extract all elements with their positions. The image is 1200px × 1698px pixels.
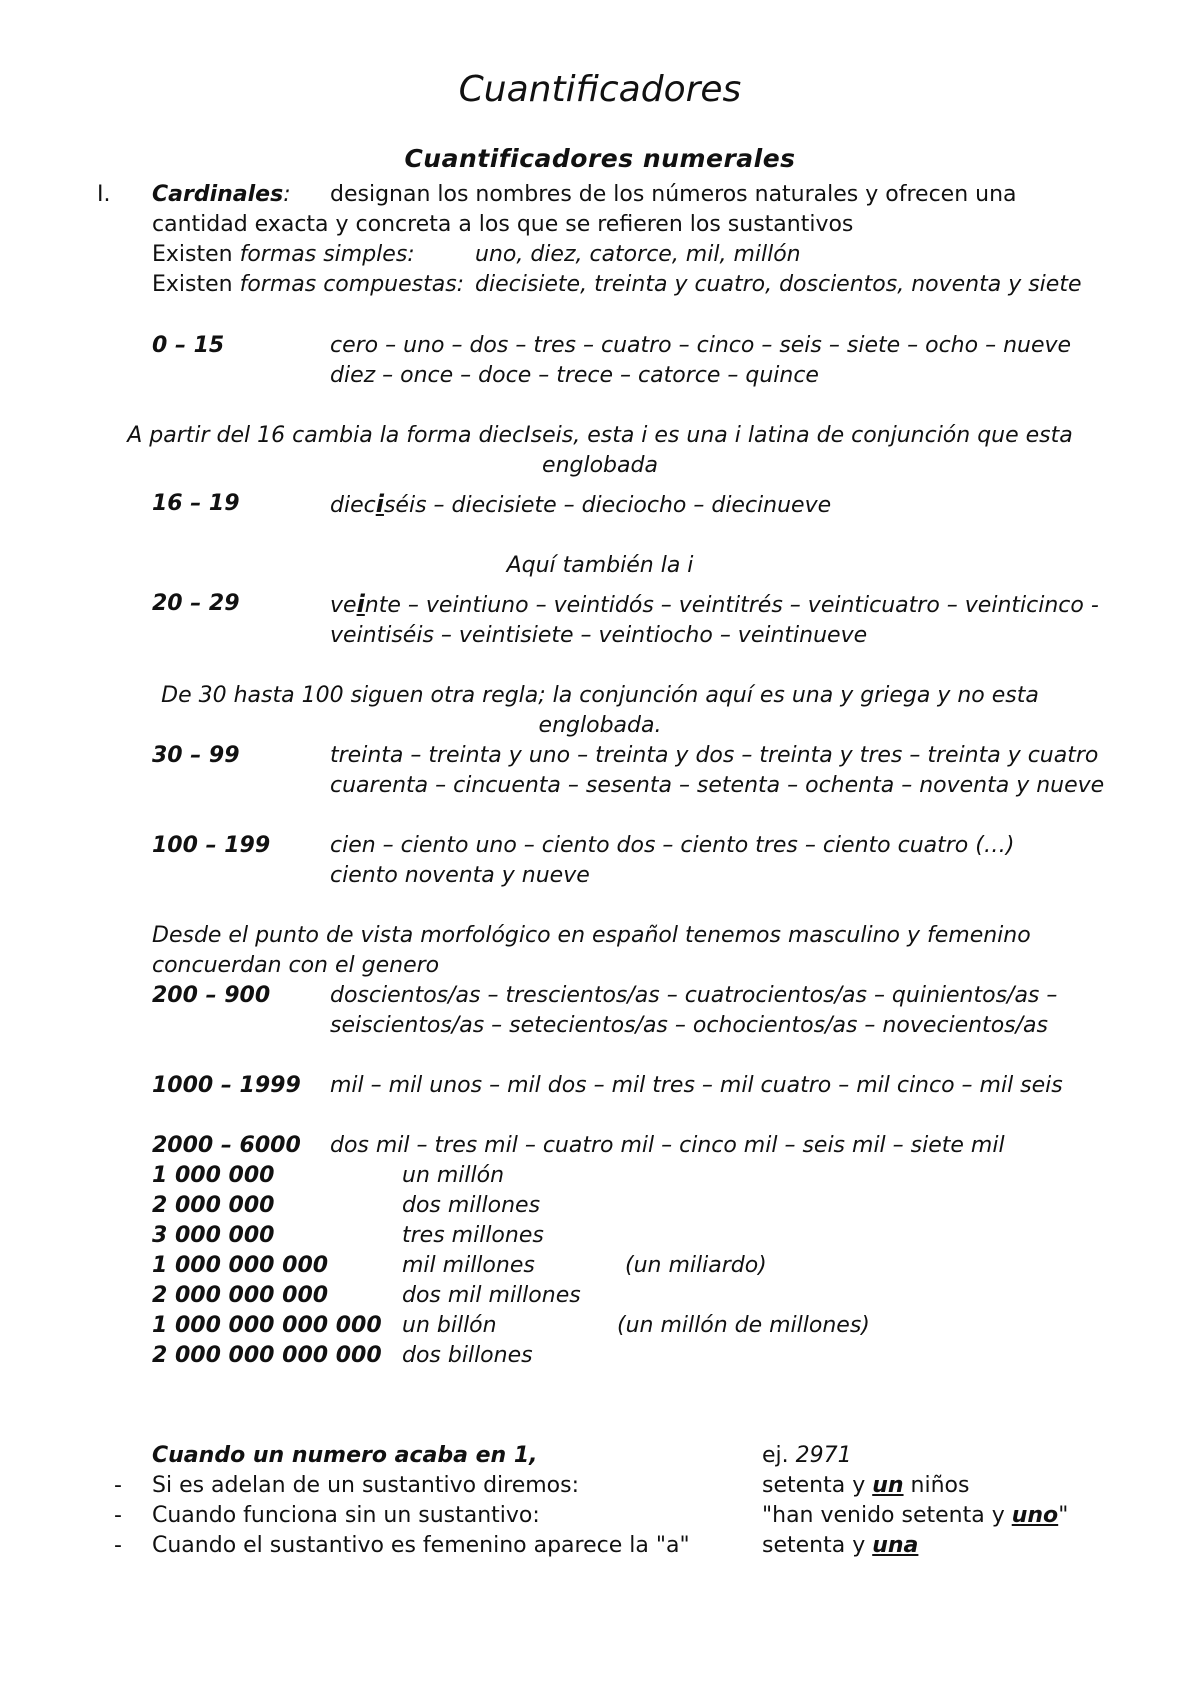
big-number: 1 000 000 000 000 [152, 1313, 382, 1338]
cardinales-definition-line2: cantidad exacta y concreta a los que se refieren los sustantivos [152, 212, 854, 237]
example-prefix: ej. [762, 1443, 796, 1468]
example-post: " [1058, 1503, 1069, 1528]
big-number-word: dos mil millones [402, 1283, 581, 1308]
example-pre: setenta y [762, 1533, 873, 1558]
big-number-word: dos millones [402, 1193, 541, 1218]
range-label: 200 – 900 [152, 983, 271, 1008]
list-dash: - [114, 1473, 122, 1498]
big-number-word: tres millones [402, 1223, 544, 1248]
range-words-line1 [330, 589, 1099, 621]
range-words-line1: doscientos/as – trescientos/as – cuatrocientos/as – quinientos/as – [330, 983, 1058, 1008]
example-pre: setenta y [762, 1473, 873, 1498]
range-words-line1: cien – ciento uno – ciento dos – ciento tres – ciento cuatro (…) [330, 833, 1015, 858]
word-prefix: ve [330, 593, 357, 618]
range-label: 2000 – 6000 [152, 1133, 301, 1158]
range-words-line2: cuarenta – cincuenta – sesenta – setenta – ochenta – noventa y nueve [330, 773, 1105, 798]
rule-item-text: Cuando el sustantivo es femenino aparece la "a" [152, 1533, 690, 1558]
note-30-line1: De 30 hasta 100 siguen otra regla; la conjunción aquí es una y griega y no esta [161, 683, 1039, 708]
list-dash: - [114, 1533, 122, 1558]
range-label: 0 – 15 [152, 333, 225, 358]
page-title: Cuantificadores [458, 69, 742, 110]
example-value: 2971 [795, 1443, 852, 1468]
word-rest: nte – veintiuno – veintidós – veintitrés – veinticuatro – veinticinco - [364, 593, 1099, 618]
example-highlight: un [872, 1473, 904, 1498]
range-label: 16 – 19 [152, 491, 240, 516]
cardinales-colon: : [283, 182, 291, 207]
word-rest: séis – diecisiete – dieciocho – diecinueve [383, 493, 832, 518]
big-number-word: un billón [402, 1313, 497, 1338]
rule-item-text: Cuando funciona sin un sustantivo: [152, 1503, 540, 1528]
note-16-line2: englobada [542, 453, 658, 478]
cardinales-definition-line1: designan los nombres de los números naturales y ofrecen una [330, 182, 1017, 207]
big-number: 1 000 000 000 [152, 1253, 329, 1278]
highlighted-letter: i [356, 590, 365, 618]
word-prefix: diec [330, 493, 376, 518]
big-number: 2 000 000 000 000 [152, 1343, 382, 1368]
big-number-word: dos billones [402, 1343, 533, 1368]
simples-examples: uno, diez, catorce, mil, millón [475, 242, 801, 267]
rule-item-example [762, 1471, 969, 1501]
big-number: 2 000 000 000 [152, 1283, 329, 1308]
rule-example [762, 1441, 852, 1471]
cardinales-label: Cardinales [152, 182, 284, 207]
note-200-line2: concuerdan con el genero [152, 953, 440, 978]
compuestas-prefix: Existen [152, 272, 240, 297]
range-words-line2: veintiséis – veintisiete – veintiocho – veintinueve [330, 623, 868, 648]
big-number-note: (un miliardo) [625, 1253, 767, 1278]
section-title: Cuantificadores numerales [404, 144, 796, 173]
big-number: 2 000 000 [152, 1193, 275, 1218]
range-label: 100 – 199 [152, 833, 271, 858]
rule-item-example [762, 1531, 918, 1561]
note-200-line1: Desde el punto de vista morfológico en español tenemos masculino y femenino [152, 923, 1031, 948]
range-words-line2: diez – once – doce – trece – catorce – quince [330, 363, 819, 388]
range-words-line1: treinta – treinta y uno – treinta y dos – treinta y tres – treinta y cuatro [330, 743, 1099, 768]
range-label: 30 – 99 [152, 743, 240, 768]
range-words-line1: dos mil – tres mil – cuatro mil – cinco mil – seis mil – siete mil [330, 1133, 1005, 1158]
simples-prefix: Existen [152, 242, 240, 267]
big-number-word: un millón [402, 1163, 505, 1188]
big-number-word: mil millones [402, 1253, 535, 1278]
compuestas-label [152, 270, 464, 300]
big-number-note: (un millón de millones) [617, 1313, 870, 1338]
note-30-line2: englobada. [538, 713, 662, 738]
highlighted-letter: i [375, 490, 384, 518]
big-number: 1 000 000 [152, 1163, 275, 1188]
cardinales-term [152, 180, 291, 210]
example-post: niños [903, 1473, 970, 1498]
range-words-line2: seiscientos/as – setecientos/as – ochocientos/as – novecientos/as [330, 1013, 1048, 1038]
rule-heading: Cuando un numero acaba en 1, [152, 1443, 538, 1468]
rule-item-example [762, 1501, 1068, 1531]
rule-item-text: Si es adelan de un sustantivo diremos: [152, 1473, 580, 1498]
compuestas-term: formas compuestas: [239, 272, 465, 297]
simples-label [152, 240, 415, 270]
range-words-line1 [330, 489, 831, 521]
range-label: 20 – 29 [152, 591, 240, 616]
note-20: Aquí también la i [506, 553, 694, 578]
example-highlight: una [872, 1533, 919, 1558]
simples-term: formas simples: [239, 242, 415, 267]
big-number: 3 000 000 [152, 1223, 275, 1248]
range-words-line1: mil – mil unos – mil dos – mil tres – mil cuatro – mil cinco – mil seis [330, 1073, 1063, 1098]
example-highlight: uno [1011, 1503, 1059, 1528]
list-marker: I. [97, 182, 111, 207]
range-label: 1000 – 1999 [152, 1073, 301, 1098]
range-words-line1: cero – uno – dos – tres – cuatro – cinco – seis – siete – ocho – nueve [330, 333, 1072, 358]
example-pre: "han venido setenta y [762, 1503, 1012, 1528]
list-dash: - [114, 1503, 122, 1528]
range-words-line2: ciento noventa y nueve [330, 863, 590, 888]
note-16-line1: A partir del 16 cambia la forma diecIseis, esta i es una i latina de conjunción que esta [127, 423, 1073, 448]
compuestas-examples: diecisiete, treinta y cuatro, doscientos, noventa y siete [475, 272, 1082, 297]
